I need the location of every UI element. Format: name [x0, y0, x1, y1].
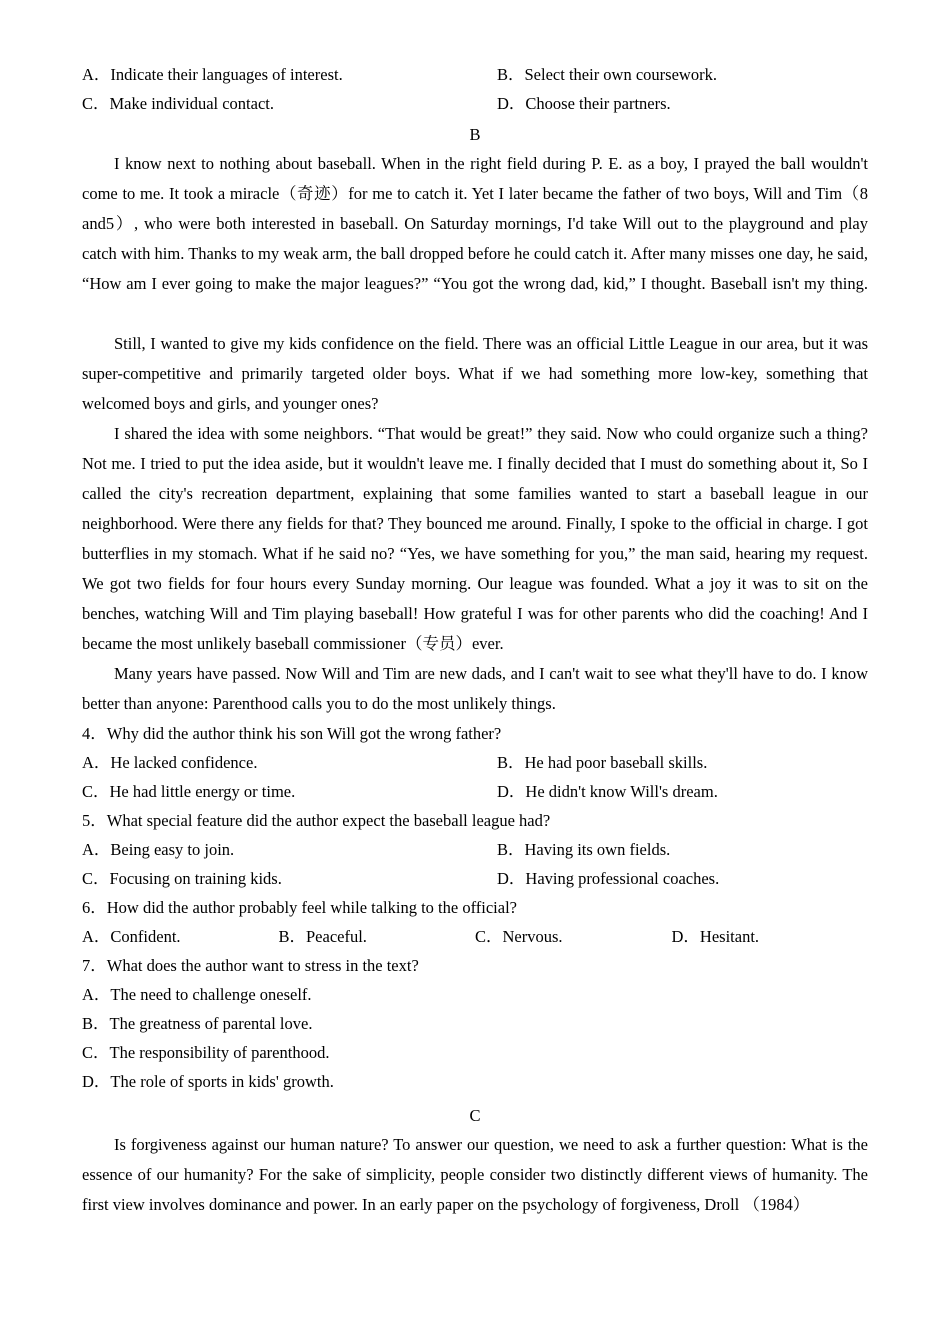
choice-option-b[interactable]: B．Select their own coursework. — [497, 65, 717, 84]
passage-paragraph: Is forgiveness against our human nature? To answer our question, we need to ask a further question: What is the essence of our humanity? For the sake of simplicity, people consider two distinctly different views of humanity. The first view involves dominance and power. In an early paper on the psychology of forgiveness, Droll （1984） — [82, 1135, 868, 1214]
choice-option-a[interactable]: A．Indicate their languages of interest. — [82, 65, 343, 84]
section-label-b: B — [469, 125, 481, 144]
choice-row — [82, 864, 868, 893]
q6-option-a[interactable]: A．Confident. — [82, 927, 181, 946]
q6-option-b[interactable]: B．Peaceful. — [278, 927, 367, 946]
q7-option-a[interactable]: A．The need to challenge oneself. — [82, 985, 312, 1004]
choice-option-d[interactable]: D．Choose their partners. — [497, 94, 671, 113]
question-stem-5: 5．What special feature did the author expect the baseball league had? — [82, 811, 551, 830]
choice-row — [82, 777, 868, 806]
section-label-c: C — [469, 1106, 481, 1125]
q7-option-b[interactable]: B．The greatness of parental love. — [82, 1014, 313, 1033]
question-stem-7: 7．What does the author want to stress in the text? — [82, 956, 419, 975]
q7-option-c[interactable]: C．The responsibility of parenthood. — [82, 1043, 330, 1062]
q5-option-a[interactable]: A．Being easy to join. — [82, 840, 235, 859]
choice-row — [82, 89, 868, 118]
passage-paragraph: Still, I wanted to give my kids confidence on the field. There was an official Little League in our area, but it was super-competitive and primarily targeted older boys. What if we had something more low-key, something that welcomed boys and girls, and younger ones? — [82, 334, 868, 413]
q5-option-c[interactable]: C．Focusing on training kids. — [82, 869, 282, 888]
choice-row — [82, 835, 868, 864]
q5-option-d[interactable]: D．Having professional coaches. — [497, 869, 720, 888]
question-stem-4: 4．Why did the author think his son Will got the wrong father? — [82, 724, 502, 743]
passage-paragraph: Many years have passed. Now Will and Tim are new dads, and I can't wait to see what they'll have to do. I know better than anyone: Parenthood calls you to do the most unlikely things. — [82, 664, 868, 713]
q7-option-d[interactable]: D．The role of sports in kids' growth. — [82, 1072, 334, 1091]
q4-option-b[interactable]: B．He had poor baseball skills. — [497, 753, 708, 772]
choice-row — [82, 922, 868, 951]
q6-option-d[interactable]: D．Hesitant. — [671, 927, 760, 946]
choice-option-c[interactable]: C．Make individual contact. — [82, 94, 274, 113]
passage-paragraph: I shared the idea with some neighbors. “That would be great!” they said. Now who could organize such a thing? Not me. I tried to put the idea aside, but it wouldn't leave me. I finally decided that I must do something about it, So I called the city's recreation department, explaining that some families wanted to start a baseball league in our neighborhood. Were there any fields for that? They bounced me around. Finally, I spoke to the official in charge. I got butterflies in my stomach. What if he said no? “Yes, we have something for you,” the man said, hearing my request. We got two fields for four hours every Sunday morning. Our league was founded. What a joy it was to sit on the benches, watching Will and Tim playing baseball! How grateful I was for other parents who did the coaching! And I became the most unlikely baseball commissioner（专员）ever. — [82, 424, 868, 653]
q5-option-b[interactable]: B．Having its own fields. — [497, 840, 671, 859]
choice-row — [82, 60, 868, 89]
q4-option-d[interactable]: D．He didn't know Will's dream. — [497, 782, 718, 801]
passage-paragraph: I know next to nothing about baseball. When in the right field during P. E. as a boy, I prayed the ball wouldn't come to me. It took a miracle（奇迹）for me to catch it. Yet I later became the father of two boys, Will and Tim（8 and5）, who were both interested in baseball. On Saturday mornings, I'd take Will out to the playground and play catch with him. Thanks to my weak arm, the ball dropped before he could catch it. After many misses one day, he said, “How am I ever going to make the major leagues?” “You got the wrong dad, kid,” I thought. Baseball isn't my thing. — [82, 154, 868, 293]
question-stem-6: 6．How did the author probably feel while talking to the official? — [82, 898, 517, 917]
q4-option-a[interactable]: A．He lacked confidence. — [82, 753, 258, 772]
q4-option-c[interactable]: C．He had little energy or time. — [82, 782, 296, 801]
q6-option-c[interactable]: C．Nervous. — [475, 927, 563, 946]
choice-row — [82, 748, 868, 777]
